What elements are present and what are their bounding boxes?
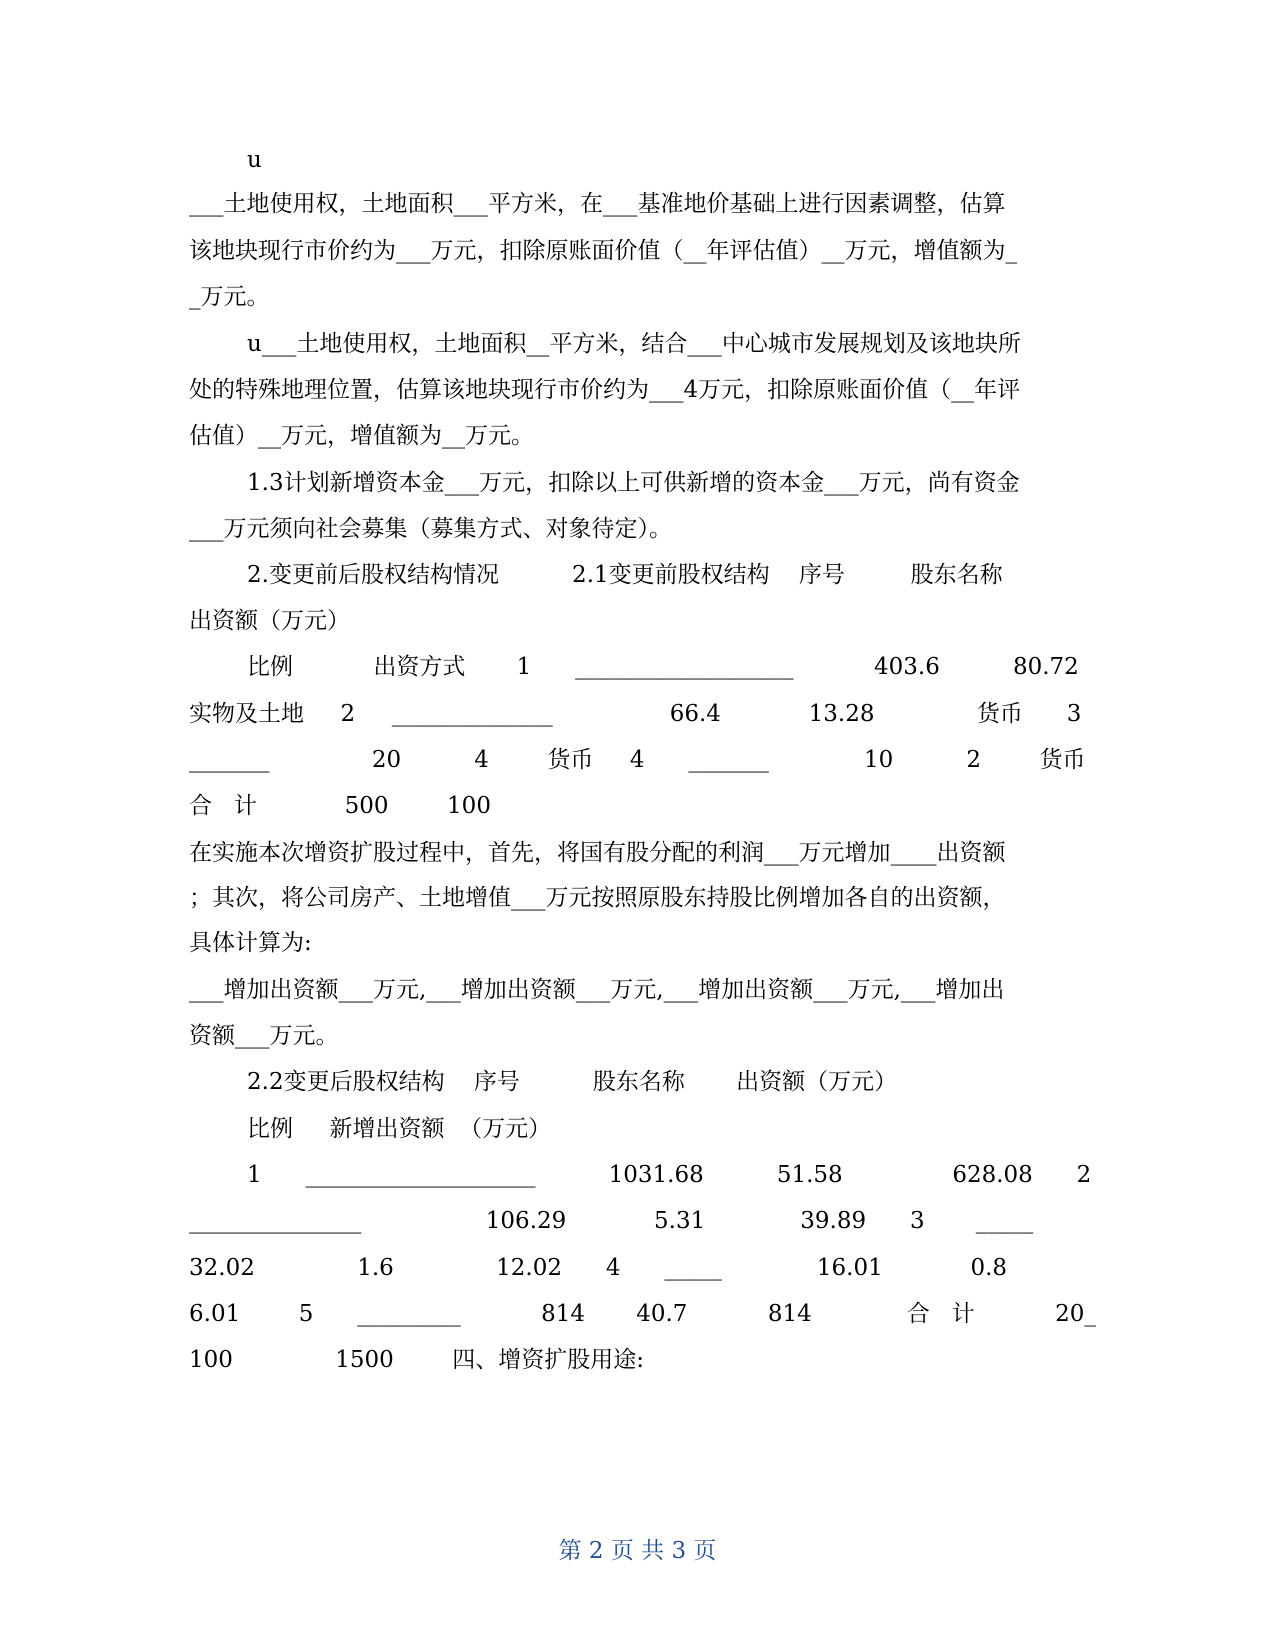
table-row: _______________ 106.29 5.31 39.89 3 _____ — [189, 1208, 1034, 1234]
doc-line: 该地块现行市价约为___万元，扣除原账面价值（__年评估值）__万元，增值额为_ — [189, 238, 1017, 264]
doc-line: 处的特殊地理位置，估算该地块现行市价约为___4万元，扣除原账面价值（__年评 — [189, 377, 1021, 403]
doc-line: _万元。 — [189, 284, 270, 310]
doc-line: 在实施本次增资扩股过程中，首先，将国有股分配的利润___万元增加____出资额 — [189, 840, 1006, 866]
table-row: 32.02 1.6 12.02 4 _____ 16.01 0.8 — [189, 1255, 1008, 1281]
doc-line-section-heading: 2.变更前后股权结构情况 2.1变更前股权结构 序号 股东名称 — [247, 562, 1003, 588]
table-row: 比例 出资方式 1 ___________________ 403.6 80.72 — [247, 654, 1079, 680]
doc-line: 具体计算为: — [189, 930, 312, 956]
doc-line: u___土地使用权，土地面积__平方米，结合___中心城市发展规划及该地块所 — [247, 331, 1021, 357]
table-row: 6.01 5 _________ 814 40.7 814 合 计 20_ — [189, 1301, 1096, 1327]
doc-line: ___增加出资额___万元,___增加出资额___万元,___增加出资额___万元,___增加出 — [189, 977, 1005, 1003]
doc-line-section-heading: 2.2变更后股权结构 序号 股东名称 出资额（万元） — [247, 1069, 898, 1095]
table-header-row: 比例 新增出资额 （万元） — [247, 1116, 552, 1142]
doc-line: ___土地使用权，土地面积___平方米，在___基准地价基础上进行因素调整，估算 — [189, 191, 1006, 217]
table-row: 1 ____________________ 1031.68 51.58 628.08 2 — [247, 1162, 1092, 1188]
table-row-total: 合 计 500 100 — [189, 793, 491, 819]
doc-line: 资额___万元。 — [189, 1023, 339, 1049]
table-row-total: 100 1500 四、增资扩股用途: — [189, 1347, 645, 1373]
doc-line: 1.3计划新增资本金___万元，扣除以上可供新增的资本金___万元，尚有资金 — [247, 470, 1020, 496]
table-row: 实物及土地 2 ______________ 66.4 13.28 货币 3 — [189, 701, 1082, 727]
doc-line: ___万元须向社会募集（募集方式、对象待定）。 — [189, 516, 672, 542]
doc-line: 估值）__万元，增值额为__万元。 — [189, 423, 534, 449]
page-footer: 第 2 页 共 3 页 — [558, 1538, 717, 1564]
doc-line: 出资额（万元） — [189, 608, 350, 634]
doc-line: ；其次，将公司房产、土地增值___万元按照原股东持股比例增加各自的出资额， — [189, 885, 1006, 911]
table-row: _______ 20 4 货币 4 _______ 10 2 货币 — [189, 747, 1086, 773]
doc-line-bullet: u — [247, 147, 262, 173]
